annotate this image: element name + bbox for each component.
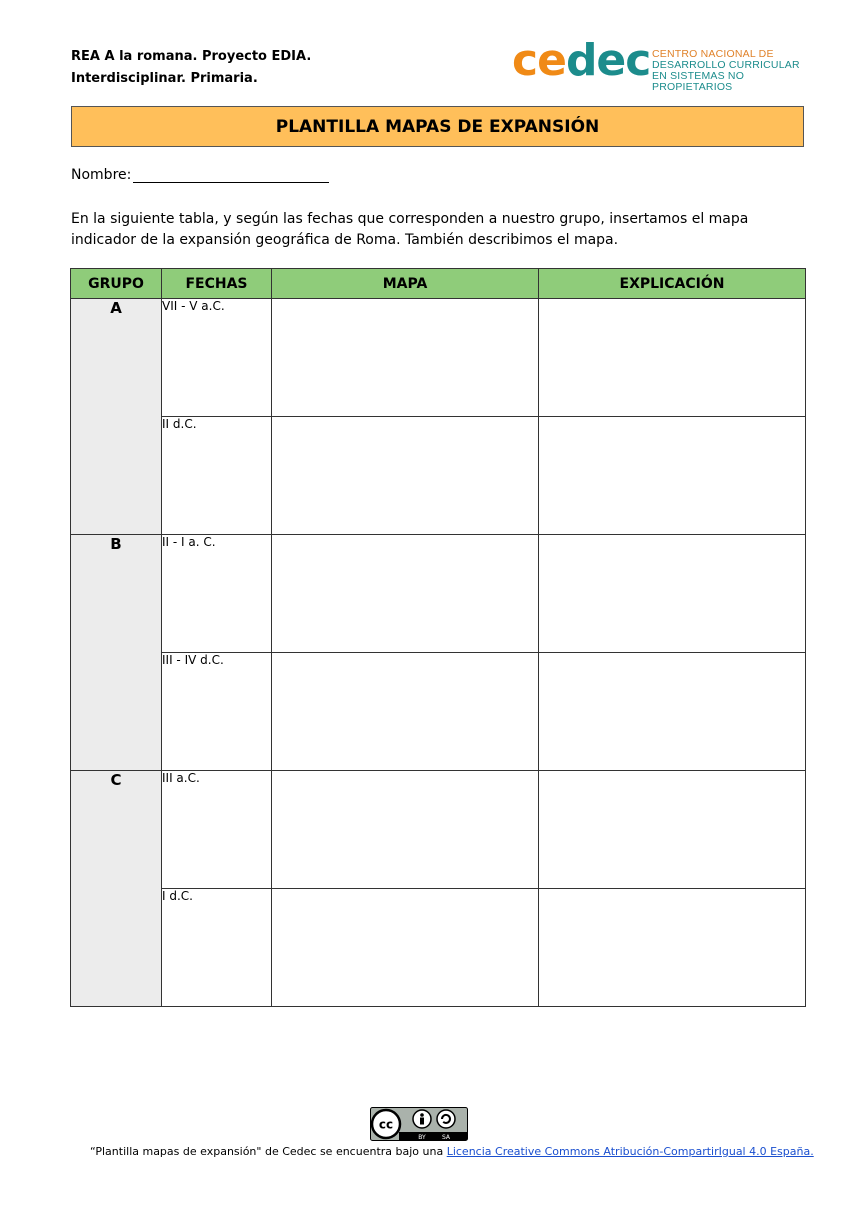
svg-text:cc: cc (378, 1117, 394, 1132)
date-cell: VII - V a.C. (162, 299, 272, 417)
svg-text:BY: BY (418, 1134, 426, 1141)
map-cell[interactable] (272, 889, 539, 1007)
header-fechas: FECHAS (162, 269, 272, 299)
group-cell-b: B (71, 535, 162, 771)
date-cell: III - IV d.C. (162, 653, 272, 771)
group-cell-a: A (71, 299, 162, 535)
map-cell[interactable] (272, 299, 539, 417)
group-cell-c: C (71, 771, 162, 1007)
date-cell: II - I a. C. (162, 535, 272, 653)
instructions-paragraph: En la siguiente tabla, y según las fechas que corresponden a nuestro grupo, insertamos el mapa indicador de la expansión geográfica de Roma. También describimos el mapa. (71, 211, 749, 248)
map-cell[interactable] (272, 417, 539, 535)
table-row (71, 535, 806, 653)
explanation-cell[interactable] (539, 889, 806, 1007)
project-title: REA A la romana. Proyecto EDIA. (71, 49, 312, 64)
table-row (71, 653, 806, 771)
date-cell: I d.C. (162, 889, 272, 1007)
date-cell: III a.C. (162, 771, 272, 889)
name-field (71, 166, 329, 183)
svg-text:SA: SA (441, 1134, 451, 1141)
cc-by-sa-icon (370, 1107, 468, 1141)
table-row (71, 417, 806, 535)
explanation-cell[interactable] (539, 299, 806, 417)
project-subtitle: Interdisciplinar. Primaria. (71, 71, 258, 86)
map-cell[interactable] (272, 653, 539, 771)
table-row (71, 889, 806, 1007)
explanation-cell[interactable] (539, 535, 806, 653)
cc-by-sa-badge[interactable] (370, 1107, 468, 1141)
header-grupo: GRUPO (71, 269, 162, 299)
logo-word-dec: dec (565, 35, 651, 86)
logo-wordmark (512, 36, 650, 86)
map-cell[interactable] (272, 771, 539, 889)
table-row (71, 771, 806, 889)
header-mapa: MAPA (272, 269, 539, 299)
document-title: PLANTILLA MAPAS DE EXPANSIÓN (71, 106, 804, 147)
logo-sub-line2: DESARROLLO CURRICULAR (652, 59, 800, 71)
table-header-row (71, 269, 806, 299)
license-link[interactable]: Licencia Creative Commons Atribución-CompartirIgual 4.0 España. (446, 1145, 814, 1158)
license-footer (90, 1145, 814, 1158)
cedec-logo (512, 35, 812, 93)
logo-word-ce: ce (512, 35, 566, 86)
explanation-cell[interactable] (539, 653, 806, 771)
date-cell: II d.C. (162, 417, 272, 535)
map-cell[interactable] (272, 535, 539, 653)
expansion-table (70, 268, 806, 1007)
logo-subtitle (652, 49, 812, 93)
name-blank-line[interactable] (133, 166, 329, 183)
logo-sub-line1: CENTRO NACIONAL DE (652, 48, 774, 60)
logo-sub-line3: EN SISTEMAS NO PROPIETARIOS (652, 70, 745, 93)
license-text: “Plantilla mapas de expansión" de Cedec se encuentra bajo una (90, 1145, 447, 1158)
explanation-cell[interactable] (539, 417, 806, 535)
explanation-cell[interactable] (539, 771, 806, 889)
header-explicacion: EXPLICACIÓN (539, 269, 806, 299)
name-label: Nombre: (71, 167, 132, 183)
table-row (71, 299, 806, 417)
